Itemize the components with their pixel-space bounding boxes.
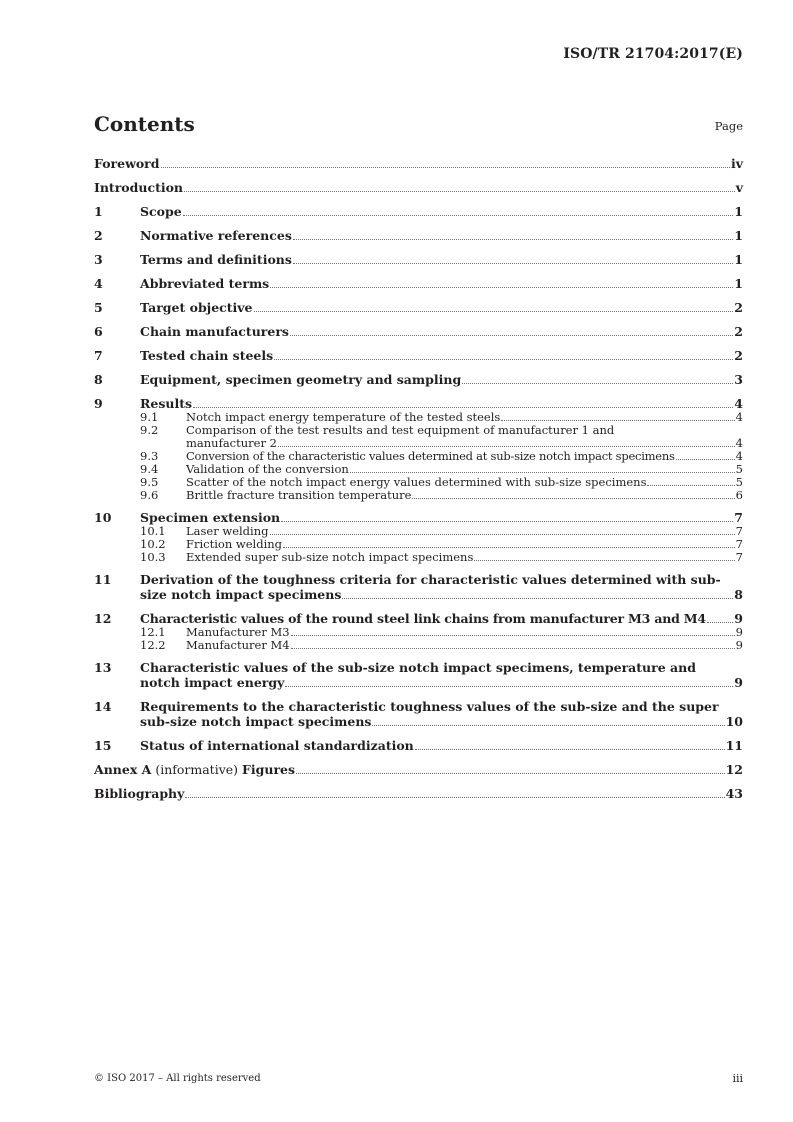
toc-page: 8 <box>734 587 743 602</box>
toc-number: 9.4 <box>140 462 159 476</box>
toc-page: 7 <box>735 524 743 538</box>
toc-page: 7 <box>734 510 743 525</box>
toc-label-block <box>140 572 743 602</box>
toc-entry-section-8[interactable] <box>94 372 743 387</box>
toc-page: 7 <box>735 537 743 551</box>
leader-dots <box>183 215 734 216</box>
toc-number: 7 <box>94 348 103 363</box>
leader-dots <box>193 407 733 408</box>
leader-dots <box>274 359 733 360</box>
toc-label: Foreword <box>94 156 160 171</box>
toc-page: 9 <box>735 625 743 639</box>
toc-entry-bibliography[interactable] <box>94 786 743 801</box>
toc-page: 4 <box>734 396 743 411</box>
leader-dots <box>281 521 733 522</box>
toc-entry-foreword[interactable] <box>94 156 743 171</box>
annex-prefix: Annex A <box>94 762 152 777</box>
toc-number: 9.1 <box>140 410 159 424</box>
toc-page: 2 <box>734 348 743 363</box>
toc-number: 12 <box>94 611 112 626</box>
toc-label: Notch impact energy temperature of the tested steels <box>186 410 501 424</box>
toc-label: Specimen extension <box>140 510 281 525</box>
toc-number: 12.1 <box>140 625 166 639</box>
toc-number: 10 <box>94 510 112 525</box>
toc-number: 4 <box>94 276 103 291</box>
toc-entry-section-12[interactable] <box>94 611 743 626</box>
annex-title: Figures <box>242 762 296 777</box>
leader-dots <box>283 547 735 548</box>
toc-page: 4 <box>735 436 743 450</box>
toc-label: Conversion of the characteristic values determined at sub-size notch impact specimens <box>186 449 675 463</box>
toc-page: 6 <box>735 488 743 502</box>
page-number: iii <box>732 1072 743 1085</box>
toc-number: 9.5 <box>140 475 159 489</box>
toc-page: 4 <box>735 410 743 424</box>
toc-page: 1 <box>734 252 743 267</box>
toc-label: Bibliography <box>94 786 185 801</box>
copyright-notice: © ISO 2017 – All rights reserved <box>94 1073 261 1084</box>
toc-label: Extended super sub-size notch impact specimens <box>186 550 474 564</box>
toc-label: Manufacturer M3 <box>186 625 290 639</box>
toc-label <box>94 762 295 777</box>
toc-entry-section-9-6[interactable] <box>94 489 743 502</box>
toc-entry-section-7[interactable] <box>94 348 743 363</box>
page-title: Contents <box>94 112 195 136</box>
leader-dots <box>293 239 733 240</box>
leader-dots <box>501 420 734 421</box>
toc-entry-section-3[interactable] <box>94 252 743 267</box>
toc-label: Friction welding <box>186 537 283 551</box>
toc-label-line-2: size notch impact specimens <box>140 587 342 602</box>
leader-dots <box>270 534 735 535</box>
toc-label: Normative references <box>140 228 292 243</box>
toc-label: Results <box>140 396 193 411</box>
toc-number: 9.3 <box>140 449 159 463</box>
toc-number: 2 <box>94 228 103 243</box>
toc-label: Terms and definitions <box>140 252 292 267</box>
toc-number: 1 <box>94 204 103 219</box>
leader-dots <box>342 598 733 599</box>
toc-label: Introduction <box>94 180 184 195</box>
toc-label: Manufacturer M4 <box>186 638 290 652</box>
toc-label-block <box>140 660 743 690</box>
leader-dots <box>462 383 733 384</box>
toc-number: 3 <box>94 252 103 267</box>
toc-page: 9 <box>734 611 743 626</box>
page-column-label: Page <box>714 119 743 133</box>
annex-qualifier: (informative) <box>151 762 243 777</box>
toc-number: 6 <box>94 324 103 339</box>
toc-page: 7 <box>735 550 743 564</box>
toc-number: 10.2 <box>140 537 166 551</box>
toc-entry-section-9[interactable] <box>94 396 743 411</box>
toc-number: 12.2 <box>140 638 166 652</box>
toc-entry-section-10[interactable] <box>94 510 743 525</box>
toc-label-line-1: Comparison of the test results and test equipment of manufacturer 1 and <box>186 423 615 437</box>
leader-dots <box>372 725 724 726</box>
leader-dots <box>270 287 733 288</box>
toc-label: Target objective <box>140 300 253 315</box>
leader-dots <box>184 191 735 192</box>
toc-entry-section-2[interactable] <box>94 228 743 243</box>
toc-page: 5 <box>735 462 743 476</box>
toc-label: Laser welding <box>186 524 269 538</box>
toc-entry-section-1[interactable] <box>94 204 743 219</box>
toc-page: 9 <box>735 638 743 652</box>
toc-entry-section-5[interactable] <box>94 300 743 315</box>
toc-label: Abbreviated terms <box>140 276 270 291</box>
toc-label-line-2-row <box>140 714 743 729</box>
toc-page: 10 <box>725 714 743 729</box>
leader-dots <box>291 635 735 636</box>
toc-page: 2 <box>734 300 743 315</box>
table-of-contents <box>94 154 743 801</box>
toc-entry-section-10-3[interactable] <box>94 551 743 564</box>
toc-label-block <box>140 699 743 729</box>
toc-label-line-1: Requirements to the characteristic toughness values of the sub-size and the super <box>140 699 719 714</box>
leader-dots <box>161 167 730 168</box>
toc-number: 9 <box>94 396 103 411</box>
toc-page: 4 <box>735 449 743 463</box>
toc-page: v <box>735 180 743 195</box>
toc-label: Status of international standardization <box>140 738 414 753</box>
toc-page: 2 <box>734 324 743 339</box>
toc-page: 3 <box>734 372 743 387</box>
leader-dots <box>474 560 734 561</box>
toc-label: Brittle fracture transition temperature <box>186 488 412 502</box>
toc-number: 8 <box>94 372 103 387</box>
toc-number: 11 <box>94 572 112 587</box>
leader-dots <box>185 797 724 798</box>
toc-label: Scatter of the notch impact energy values determined with sub-size specimens <box>186 475 647 489</box>
leader-dots <box>291 648 735 649</box>
toc-page: 9 <box>734 675 743 690</box>
toc-label-line-2-row <box>140 675 743 690</box>
toc-number: 9.2 <box>140 423 159 437</box>
toc-number: 10.3 <box>140 550 166 564</box>
toc-entry-introduction[interactable] <box>94 180 743 195</box>
toc-entry-section-6[interactable] <box>94 324 743 339</box>
leader-dots <box>676 459 735 460</box>
toc-label-line-2: notch impact energy <box>140 675 285 690</box>
toc-page: iv <box>730 156 743 171</box>
toc-entry-section-13[interactable] <box>94 660 743 690</box>
leader-dots <box>254 311 734 312</box>
leader-dots <box>647 485 734 486</box>
toc-label: Equipment, specimen geometry and sampling <box>140 372 462 387</box>
toc-label-block <box>186 424 743 450</box>
toc-entry-section-4[interactable] <box>94 276 743 291</box>
toc-number: 5 <box>94 300 103 315</box>
toc-page: 11 <box>725 738 743 753</box>
leader-dots <box>285 686 733 687</box>
toc-page: 1 <box>734 228 743 243</box>
toc-entry-section-12-2[interactable] <box>94 639 743 652</box>
toc-page: 1 <box>734 276 743 291</box>
toc-page: 1 <box>734 204 743 219</box>
toc-label-line-2: manufacturer 2 <box>186 436 277 450</box>
toc-entry-section-14[interactable] <box>94 699 743 729</box>
toc-label: Scope <box>140 204 182 219</box>
toc-label: Tested chain steels <box>140 348 274 363</box>
leader-dots <box>707 622 733 623</box>
toc-page: 5 <box>735 475 743 489</box>
toc-label-line-1: Characteristic values of the sub-size notch impact specimens, temperature and <box>140 660 696 675</box>
toc-label: Characteristic values of the round steel link chains from manufacturer M3 and M4 <box>140 611 706 626</box>
toc-page: 43 <box>725 786 743 801</box>
document-id: ISO/TR 21704:2017(E) <box>563 46 743 62</box>
toc-number: 10.1 <box>140 524 166 538</box>
toc-entry-section-15[interactable] <box>94 738 743 753</box>
leader-dots <box>290 335 733 336</box>
leader-dots <box>296 773 725 774</box>
toc-page: 12 <box>725 762 743 777</box>
leader-dots <box>415 749 725 750</box>
toc-number: 13 <box>94 660 112 675</box>
toc-label: Validation of the conversion <box>186 462 349 476</box>
toc-entry-section-11[interactable] <box>94 572 743 602</box>
toc-entry-section-9-2[interactable] <box>94 424 743 450</box>
toc-number: 14 <box>94 699 112 714</box>
toc-label-line-2: sub-size notch impact specimens <box>140 714 372 729</box>
toc-number: 9.6 <box>140 488 159 502</box>
toc-label-line-2-row <box>140 587 743 602</box>
toc-entry-annex-a[interactable] <box>94 762 743 777</box>
toc-label-line-1: Derivation of the toughness criteria for characteristic values determined with sub- <box>140 572 721 587</box>
toc-number: 15 <box>94 738 112 753</box>
leader-dots <box>278 446 735 447</box>
leader-dots <box>293 263 733 264</box>
toc-label: Chain manufacturers <box>140 324 289 339</box>
leader-dots <box>350 472 735 473</box>
leader-dots <box>412 498 734 499</box>
